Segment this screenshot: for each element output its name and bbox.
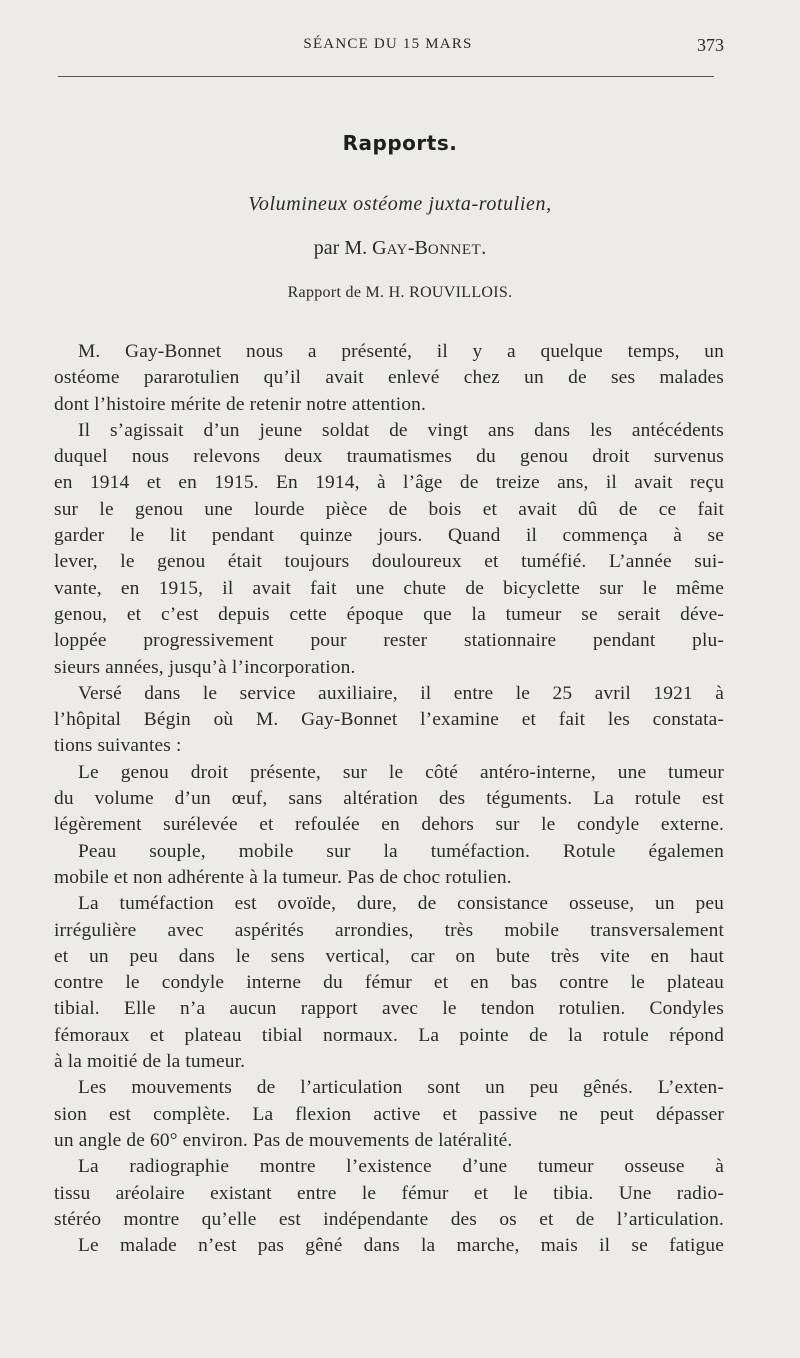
- text-line: en 1914 et en 1915. En 1914, à l’âge de treize ans, il avait reçu: [54, 472, 724, 494]
- text-line: genou, et c’est depuis cette époque que la tumeur se serait déve-: [54, 603, 724, 625]
- author-small-ay: AY: [386, 242, 408, 258]
- author-small-onnet: ONNET: [427, 242, 482, 258]
- author-initial-b: -B: [407, 237, 428, 259]
- text-line: La tuméfaction est ovoïde, dure, de consistance osseuse, un peu: [78, 893, 724, 915]
- text-line: Il s’agissait d’un jeune soldat de vingt ans dans les antécédents: [78, 419, 724, 441]
- text-line: l’hôpital Bégin où M. Gay-Bonnet l’examine et fait les constata-: [54, 709, 724, 731]
- text-line: et un peu dans le sens vertical, car on bute très vite en haut: [54, 945, 724, 967]
- text-line: un angle de 60° environ. Pas de mouvements de latéralité.: [54, 1129, 513, 1151]
- text-line: Le malade n’est pas gêné dans la marche, mais il se fatigue: [78, 1235, 724, 1257]
- author-initial-g: G: [372, 237, 387, 259]
- author-period: .: [481, 237, 487, 259]
- text-line: légèrement surélevée et refoulée en dehors sur le condyle externe.: [54, 814, 724, 836]
- text-line: sur le genou une lourde pièce de bois et avait dû de ce fait: [54, 498, 724, 520]
- article-title: Volumineux ostéome juxta-rotulien,: [248, 193, 552, 215]
- body-text: [54, 339, 724, 1259]
- text-line: duquel nous relevons deux traumatismes du genou droit survenus: [54, 446, 724, 468]
- text-line: Peau souple, mobile sur la tuméfaction. Rotule égalemen: [78, 840, 724, 862]
- text-line: dont l’histoire mérite de retenir notre attention.: [54, 393, 427, 415]
- text-line: Le genou droit présente, sur le côté antéro-interne, une tumeur: [78, 761, 724, 783]
- text-line: contre le condyle interne du fémur et en bas contre le plateau: [54, 972, 724, 994]
- text-line: tions suivantes :: [54, 735, 182, 757]
- text-line: tissu aréolaire existant entre le fémur et le tibia. Une radio-: [54, 1182, 724, 1204]
- text-line: du volume d’un œuf, sans altération des téguments. La rotule est: [54, 788, 724, 810]
- text-line: loppée progressivement pour rester stationnaire pendant plu-: [54, 630, 724, 652]
- text-line: M. Gay-Bonnet nous a présenté, il y a quelque temps, un: [78, 341, 724, 362]
- header-rule: [58, 76, 714, 77]
- text-line: garder le lit pendant quinze jours. Quand il commença à se: [54, 525, 724, 547]
- text-line: tibial. Elle n’a aucun rapport avec le tendon rotulien. Condyles: [54, 998, 724, 1020]
- author-prefix: par M.: [313, 237, 368, 259]
- section-title: Rapports.: [342, 131, 458, 155]
- text-line: à la moitié de la tumeur.: [54, 1051, 246, 1073]
- text-line: lever, le genou était toujours douloureux et tuméfié. L’année sui-: [54, 551, 724, 573]
- text-line: sieurs années, jusqu’à l’incorporation.: [54, 656, 356, 678]
- text-line: ostéome pararotulien qu’il avait enlevé chez un de ses malades: [54, 367, 724, 389]
- text-line: La radiographie montre l’existence d’une tumeur osseuse à: [78, 1156, 724, 1178]
- text-line: fémoraux et plateau tibial normaux. La pointe de la rotule répond: [54, 1024, 724, 1046]
- text-line: mobile et non adhérente à la tumeur. Pas de choc rotulien.: [54, 866, 512, 888]
- reporter-line: Rapport de M. H. ROUVILLOIS.: [287, 284, 513, 301]
- text-line: irrégulière avec aspérités arrondies, très mobile transversalement: [54, 919, 724, 941]
- text-line: Versé dans le service auxiliaire, il entre le 25 avril 1921 à: [78, 682, 724, 704]
- text-line: stéréo montre qu’elle est indépendante des os et de l’articulation.: [54, 1208, 724, 1230]
- author-line: [0, 237, 800, 260]
- running-title: SÉANCE DU 15 MARS: [303, 36, 473, 52]
- text-line: vante, en 1915, il avait fait une chute de bicyclette sur le même: [54, 577, 724, 599]
- running-header: [52, 36, 724, 60]
- page-number: 373: [697, 35, 724, 55]
- text-line: Les mouvements de l’articulation sont un peu gênés. L’exten-: [78, 1077, 724, 1099]
- text-line: sion est complète. La flexion active et passive ne peut dépasser: [54, 1103, 724, 1125]
